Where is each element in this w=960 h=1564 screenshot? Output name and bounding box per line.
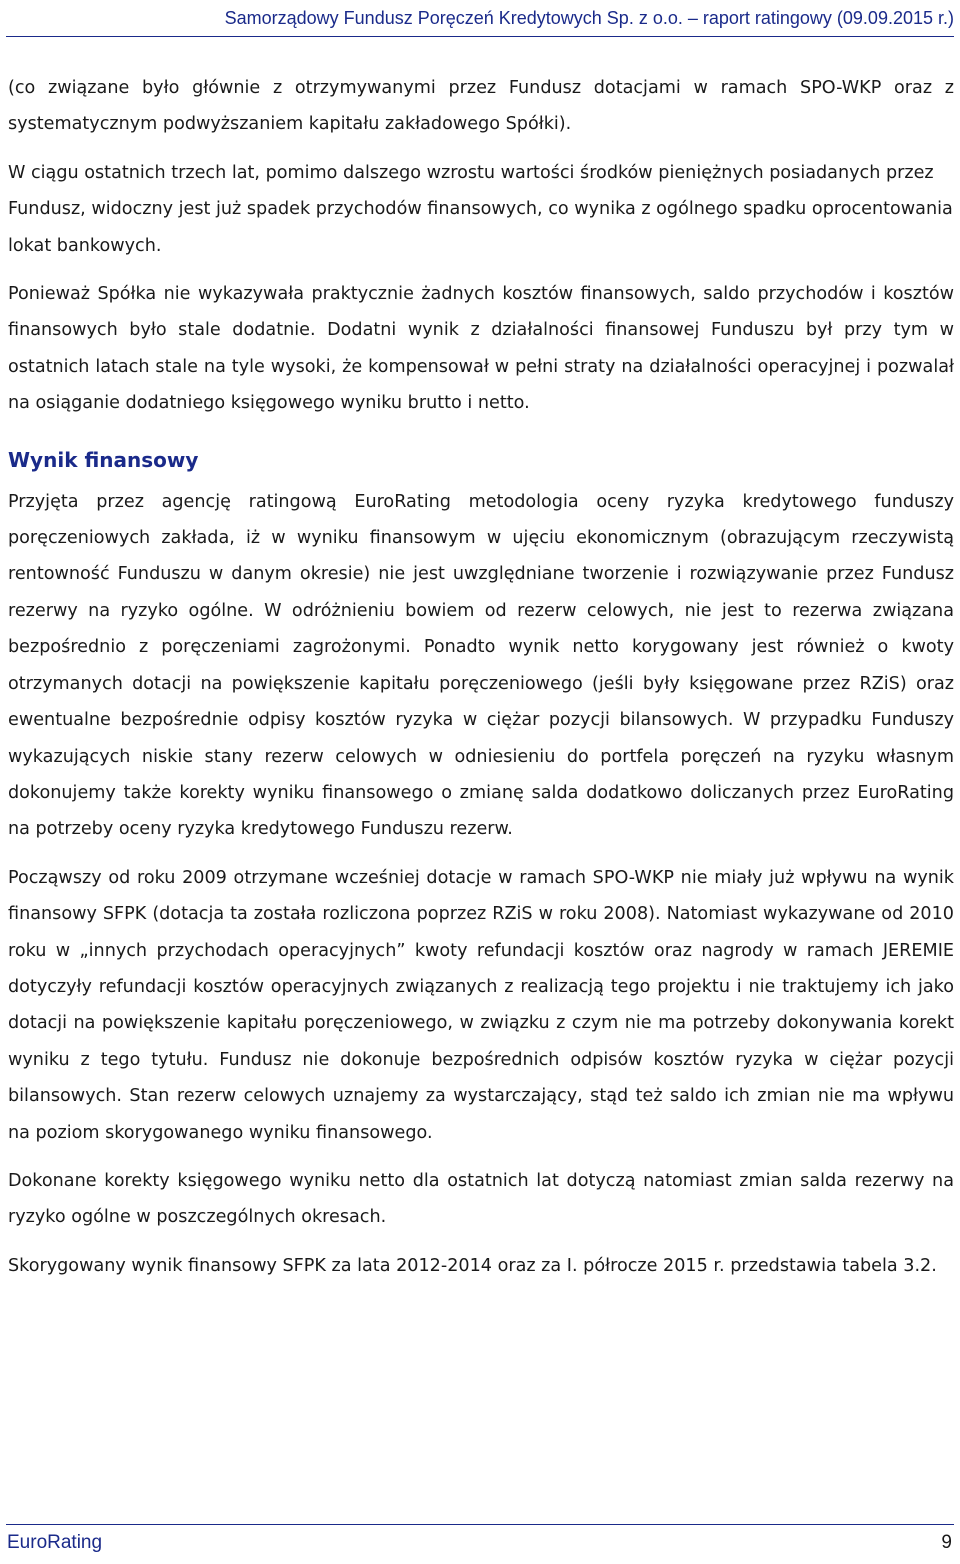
footer-brand: EuroRating xyxy=(7,1532,103,1553)
paragraph-spo-wkp: (co związane było głównie z otrzymywanymi przez Fundusz dotacjami w ramach SPO-WKP oraz z systematycznym podwyższaniem kapitału zakładowego Spółki). xyxy=(8,78,954,135)
document-body xyxy=(8,70,954,1296)
paragraph-financial-income: W ciągu ostatnich trzech lat, pomimo dalszego wzrostu wartości środków pieniężnych posiadanych przez Fundusz, widoczny jest już spadek przychodów finansowych, co wynika z ogólnego spadku oprocentowania lokat bankowych. xyxy=(8,162,953,256)
page-number: 9 xyxy=(941,1532,952,1553)
paragraph-methodology: Przyjęta przez agencję ratingową EuroRating metodologia oceny ryzyka kredytowego funduszy poręczeniowych zakłada, iż w wyniku finansowym w ujęciu ekonomicznym (obrazującym rzeczywistą rentowność Funduszu w danym okresie) nie jest uwzględniane tworzenie i rozwiązywanie przez Fundusz rezerwy na ryzyko ogólne. W odróżnieniu bowiem od rezerw celowych, nie jest to rezerwa związana bezpośrednio z poręczeniami zagrożonymi. Ponadto wynik netto korygowany jest również o kwoty otrzymanych dotacji na powiększenie kapitału poręczeniowego (jeśli były księgowane przez RZiS) oraz ewentualne bezpośrednie odpisy kosztów ryzyka w ciężar pozycji bilansowych. W przypadku Funduszy wykazujących niskie stany rezerw celowych w odniesieniu do portfela poręczeń na ryzyku własnym dokonujemy także korekty wyniku finansowego o zmianę salda dodatkowo doliczanych przez EuroRating na potrzeby oceny ryzyka kredytowego Funduszu rezerw. xyxy=(8,491,954,840)
paragraph-financial-balance: Ponieważ Spółka nie wykazywała praktycznie żadnych kosztów finansowych, saldo przychodów i kosztów finansowych było stale dodatnie. Dodatni wynik z działalności finansowej Funduszu był przy tym w ostatnich latach stale na tyle wysoki, że kompensował w pełni straty na działalności operacyjnej i pozwalał na osiąganie dodatniego księgowego wyniku brutto i netto. xyxy=(8,284,954,414)
page-header: Samorządowy Fundusz Poręczeń Kredytowych Sp. z o.o. – raport ratingowy (09.09.2015 r.) xyxy=(6,6,954,37)
section-heading-wynik-finansowy: Wynik finansowy xyxy=(8,447,199,472)
paragraph-table-reference: Skorygowany wynik finansowy SFPK za lata 2012-2014 oraz za I. półrocze 2015 r. przedstawia tabela 3.2. xyxy=(8,1255,937,1276)
paragraph-adjustments: Dokonane korekty księgowego wyniku netto dla ostatnich lat dotyczą natomiast zmian salda rezerwy na ryzyko ogólne w poszczególnych okresach. xyxy=(8,1170,954,1228)
footer-divider xyxy=(6,1524,954,1525)
paragraph-grants: Począwszy od roku 2009 otrzymane wcześniej dotacje w ramach SPO-WKP nie miały już wpływu na wynik finansowy SFPK (dotacja ta została rozliczona poprzez RZiS w roku 2008). Natomiast wykazywane od 2010 roku w „innych przychodach operacyjnych” kwoty refundacji kosztów oraz nagrody w ramach JEREMIE dotyczyły refundacji kosztów operacyjnych związanych z realizacją tego projektu i nie traktujemy ich jako dotacji na powiększenie kapitału poręczeniowego, w związku z czym nie ma potrzeby dokonywania korekt wyniku z tego tytułu. Fundusz nie dokonuje bezpośrednich odpisów kosztów ryzyka w ciężar pozycji bilansowych. Stan rezerw celowych uznajemy za wystarczający, stąd też saldo ich zmian nie ma wpływu na poziom skorygowanego wyniku finansowego. xyxy=(8,867,954,1143)
